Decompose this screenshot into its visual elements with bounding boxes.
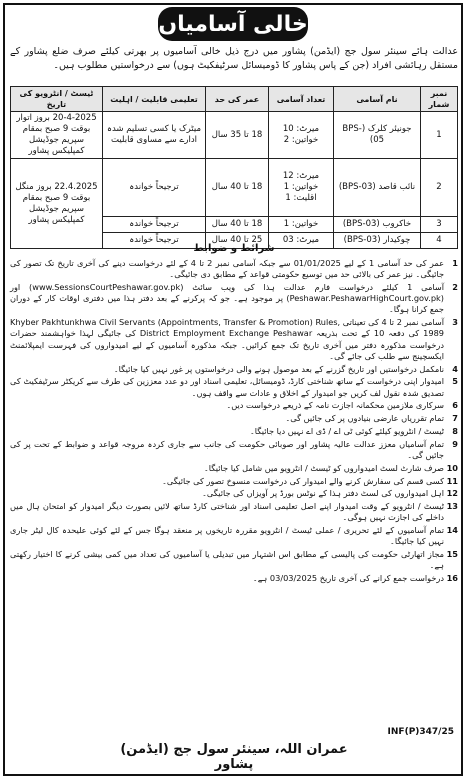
- condition-number: 6: [452, 400, 458, 411]
- cell-serial: 1: [421, 112, 458, 159]
- notice-banner: خالی آسامیاں: [158, 7, 308, 41]
- condition-text: تمام آسامیاں معزز عدالت عالیہ پشاور اور صوبائی حکومت کی جانب سے جاری کردہ مروجہ قواعد و ضوابط کے تحت پر کی جائیں گی۔: [10, 438, 444, 460]
- list-item: [10, 376, 458, 398]
- col-age: عمر کی حد: [206, 87, 269, 112]
- condition-text: آسامی نمبر 2 تا 4 کی تعیناتی Khyber Pakhtunkhwa Civil Servants (Appointments, Transfer & Promotion) Rules, 1989 کی دفعہ 10 کے تحت بذریعہ District Employment Exchange Peshawar کی جائیگی لہذا خواہشمند حضرات درخواست مذکورہ دفتر میں آخری تاریخ تک جمع کرائیں۔ جبکہ مذکورہ آسامیوں کے لیے امیدواروں کی فہرست ایمپلائمنٹ ایکسچینج سے طلب کی جائے گی۔: [10, 317, 444, 361]
- condition-text: اہل امیدواروں کی لسٹ دفتر ہذا کے نوٹس بورڈ پر آویزاں کی جائیگی۔: [202, 488, 444, 499]
- condition-text: درخواست جمع کرانے کی آخری تاریخ 03/03/2025 ہے۔: [252, 573, 444, 584]
- cell-qualification: ترجیحاً خواندہ: [103, 159, 206, 217]
- cell-age: 25 تا 40 سال: [206, 233, 269, 249]
- list-item: [10, 549, 458, 571]
- col-qualification: تعلیمی قابلیت / اہلیت: [103, 87, 206, 112]
- conditions-title: شرائط و ضوابط: [193, 243, 275, 254]
- condition-number: 11: [446, 475, 458, 486]
- condition-number: 12: [446, 488, 458, 499]
- table-row: [11, 112, 458, 159]
- condition-number: 4: [452, 363, 458, 374]
- condition-number: 9: [452, 438, 458, 449]
- condition-text: کسی قسم کی سفارش کرنے والے امیدوار کی درخواست منسوخ تصور کی جائیگی۔: [162, 475, 444, 486]
- list-item: [10, 463, 458, 474]
- condition-text: مجاز اتھارٹی حکومت کی پالیسی کے مطابق اس اشتہار میں تبدیلی یا آسامیوں کی تعداد میں کمی بیشی کرنے کا اختیار رکھتی ہے۔: [10, 549, 444, 571]
- conditions-list: [10, 258, 458, 586]
- cell-post: چوکیدار (BPS-03): [334, 233, 421, 249]
- reference-number: INF(P)347/25: [387, 727, 454, 737]
- cell-age: 18 تا 40 سال: [206, 159, 269, 217]
- condition-text: تمام تقرریاں عارضی بنیادوں پر کی جائیں گی۔: [285, 413, 444, 424]
- condition-number: 3: [452, 317, 458, 328]
- condition-number: 5: [452, 376, 458, 387]
- list-item: [10, 364, 458, 375]
- condition-text: صرف شارٹ لسٹ امیدواروں کو ٹیسٹ / انٹرویو میں شامل کیا جائیگا۔: [203, 462, 444, 473]
- list-item: [10, 400, 458, 411]
- condition-text: تمام آسامیوں کے لئے تحریری / عملی ٹیسٹ / انٹرویو مقررہ تاریخوں پر منعقد ہوگا جس کے لئے کوئی علیحدہ کال لیٹر جاری نہیں کیا جائیگا۔: [10, 525, 444, 547]
- cell-age: 18 تا 40 سال: [206, 217, 269, 233]
- col-test-date: ٹیسٹ / انٹرویو کی تاریخ: [11, 87, 103, 112]
- condition-number: 10: [446, 462, 458, 473]
- condition-text: سرکاری ملازمین محکمانہ اجازت نامہ کے ذریعے درخواست دیں۔: [226, 400, 444, 411]
- condition-number: 16: [446, 573, 458, 584]
- condition-text: عمر کی حد آسامی 1 کے لیے 01/01/2025 سے جبکہ آسامی نمبر 2 تا 4 کے لئے درخواست دینے کی آخری تاریخ تک تصور کی جائیگی۔ نیز عمر کی بالائی حد میں توسیع حکومتی قواعد کے مطابق دی جائیگی۔: [10, 258, 444, 280]
- cell-count: میرٹ: 12 خواتین: 1 اقلیت: 1: [269, 159, 334, 217]
- col-post: نام آسامی: [334, 87, 421, 112]
- list-item: [10, 476, 458, 487]
- list-item: [10, 258, 458, 280]
- cell-post: جونیئر کلرک (BPS-05): [334, 112, 421, 159]
- cell-post: خاکروب (BPS-03): [334, 217, 421, 233]
- cell-serial: 2: [421, 159, 458, 217]
- vacancy-table: [10, 86, 458, 249]
- condition-text: نامکمل درخواستیں اور تاریخ گزرنے کے بعد موصول ہونے والی درخواستوں پر غور نہیں کیا جائیگا۔: [113, 363, 444, 374]
- list-item: [10, 573, 458, 584]
- list-item: [10, 501, 458, 523]
- cell-count: خواتین: 1: [269, 217, 334, 233]
- list-item: [10, 439, 458, 461]
- signature-line: عمران اللہ، سینئر سول جج (ایڈمن) پشاور: [120, 742, 348, 772]
- list-item: [10, 317, 458, 362]
- condition-text: ٹیسٹ / انٹرویو کیلئے کوئی ٹی اے / ڈی اے نہیں دیا جائیگا۔: [249, 426, 444, 436]
- list-item: [10, 282, 458, 316]
- cell-test-date: 20-4-2025 بروز اتوار بوقت 9 صبح بمقام سپریم جوڈیشل کمپلیکس پشاور: [11, 112, 103, 159]
- col-serial: نمبر شمار: [421, 87, 458, 112]
- condition-number: 8: [452, 426, 458, 436]
- list-item: [10, 525, 458, 547]
- condition-number: 7: [452, 413, 458, 424]
- intro-paragraph: عدالت ہائے سینئر سول جج (ایڈمن) پشاور میں درج ذیل خالی آسامیوں پر بھرتی کیلئے صرف ضلع پشاور کے مستقل رہائشی افراد (جن کے پاس پشاور کا ڈومیسائل سرٹیفکیٹ ہوں) سے درخواستیں مطلوب ہیں۔: [10, 46, 458, 71]
- condition-number: 13: [446, 501, 458, 512]
- condition-number: 2: [452, 282, 458, 292]
- cell-qualification: ترجیحاً خواندہ: [103, 217, 206, 233]
- condition-number: 15: [446, 549, 458, 560]
- condition-text: آسامی 1 کیلئے درخواست فارم عدالت ہذا کی ویب سائٹ (www.SessionsCourtPeshawar.gov.pk) اور (Peshawar.PeshawarHighCourt.gov.pk) پر موجود ہے۔ جو کہ پرکرنے کے بعد دفتر ہذا میں دفتری اوقات کار کے دوران جمع کرانا ہوگا۔: [10, 282, 444, 315]
- cell-qualification: ترجیحاً خواندہ: [103, 233, 206, 249]
- condition-number: 14: [446, 525, 458, 536]
- cell-count: میرٹ: 10 خواتین: 2: [269, 112, 334, 159]
- cell-post: نائب قاصد (BPS-03): [334, 159, 421, 217]
- table-row: [11, 159, 458, 217]
- condition-text: ٹیسٹ / انٹرویو کے وقت امیدوار اپنے اصل تعلیمی اسناد اور شناختی کارڈ ساتھ لائیں بصورت دیگر امیدوار کو امتحان ہال میں داخلے کی اجازت نہیں ہوگی۔: [10, 501, 444, 523]
- col-count: تعداد آسامی: [269, 87, 334, 112]
- cell-serial: 4: [421, 233, 458, 249]
- cell-count: میرٹ: 03: [269, 233, 334, 249]
- cell-serial: 3: [421, 217, 458, 233]
- vacancy-table-header: [11, 87, 458, 112]
- condition-number: 1: [452, 258, 458, 268]
- list-item: [10, 488, 458, 499]
- cell-age: 18 تا 35 سال: [206, 112, 269, 159]
- list-item: [10, 426, 458, 437]
- cell-qualification: میٹرک یا کسی تسلیم شدہ ادارے سے مساوی قابلیت: [103, 112, 206, 159]
- condition-text: امیدوار اپنی درخواست کے ساتھ شناختی کارڈ، ڈومیسائل، تعلیمی اسناد اور دو عدد معززین کی طرف سے کریکٹر سرٹیفکیٹ کی تصدیق شدہ نقول لف کریں جو امیدوار کے اخلاق و عادات سے واقف ہوں۔: [10, 376, 444, 398]
- list-item: [10, 413, 458, 424]
- cell-test-date: 22.4.2025 بروز منگل بوقت 9 صبح بمقام سپریم جوڈیشل کمپلیکس پشاور: [11, 159, 103, 249]
